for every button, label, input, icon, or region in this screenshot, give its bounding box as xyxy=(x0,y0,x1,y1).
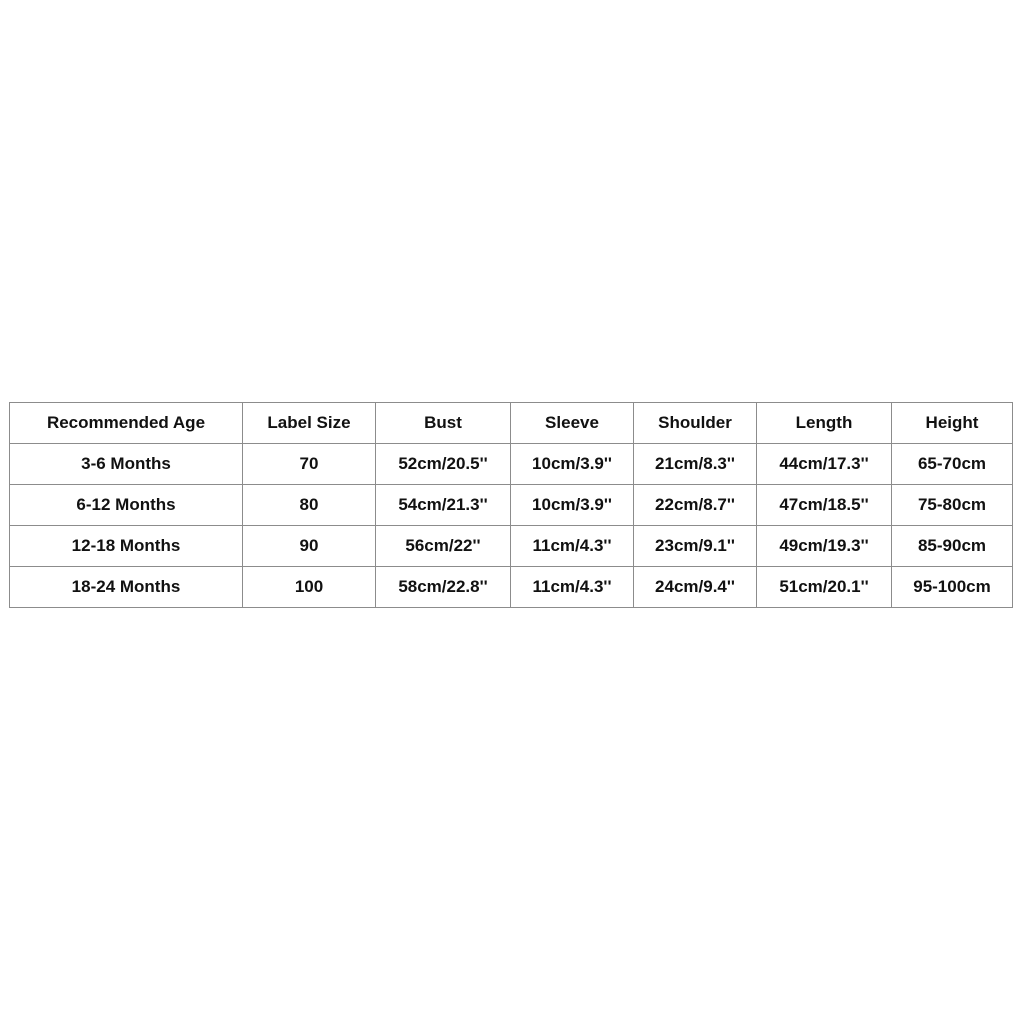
table-row xyxy=(10,444,1013,485)
header-bust: Bust xyxy=(376,403,511,444)
cell-length: 47cm/18.5'' xyxy=(757,485,892,526)
cell-height: 95-100cm xyxy=(892,567,1013,608)
cell-height: 65-70cm xyxy=(892,444,1013,485)
cell-length: 44cm/17.3'' xyxy=(757,444,892,485)
cell-label-size: 100 xyxy=(243,567,376,608)
table-header-row xyxy=(10,403,1013,444)
cell-height: 75-80cm xyxy=(892,485,1013,526)
cell-sleeve: 11cm/4.3'' xyxy=(511,526,634,567)
header-length: Length xyxy=(757,403,892,444)
table-row xyxy=(10,526,1013,567)
header-height: Height xyxy=(892,403,1013,444)
cell-length: 51cm/20.1'' xyxy=(757,567,892,608)
cell-label-size: 90 xyxy=(243,526,376,567)
table-row xyxy=(10,485,1013,526)
table-row xyxy=(10,567,1013,608)
cell-label-size: 80 xyxy=(243,485,376,526)
cell-recommended-age: 12-18 Months xyxy=(10,526,243,567)
cell-height: 85-90cm xyxy=(892,526,1013,567)
cell-recommended-age: 3-6 Months xyxy=(10,444,243,485)
cell-label-size: 70 xyxy=(243,444,376,485)
cell-shoulder: 24cm/9.4'' xyxy=(634,567,757,608)
cell-bust: 54cm/21.3'' xyxy=(376,485,511,526)
cell-sleeve: 10cm/3.9'' xyxy=(511,444,634,485)
cell-recommended-age: 18-24 Months xyxy=(10,567,243,608)
cell-bust: 52cm/20.5'' xyxy=(376,444,511,485)
cell-recommended-age: 6-12 Months xyxy=(10,485,243,526)
cell-sleeve: 11cm/4.3'' xyxy=(511,567,634,608)
header-shoulder: Shoulder xyxy=(634,403,757,444)
header-label-size: Label Size xyxy=(243,403,376,444)
cell-shoulder: 21cm/8.3'' xyxy=(634,444,757,485)
size-chart-table xyxy=(9,402,1013,608)
cell-shoulder: 23cm/9.1'' xyxy=(634,526,757,567)
cell-bust: 58cm/22.8'' xyxy=(376,567,511,608)
cell-bust: 56cm/22'' xyxy=(376,526,511,567)
header-sleeve: Sleeve xyxy=(511,403,634,444)
header-recommended-age: Recommended Age xyxy=(10,403,243,444)
cell-sleeve: 10cm/3.9'' xyxy=(511,485,634,526)
cell-length: 49cm/19.3'' xyxy=(757,526,892,567)
cell-shoulder: 22cm/8.7'' xyxy=(634,485,757,526)
